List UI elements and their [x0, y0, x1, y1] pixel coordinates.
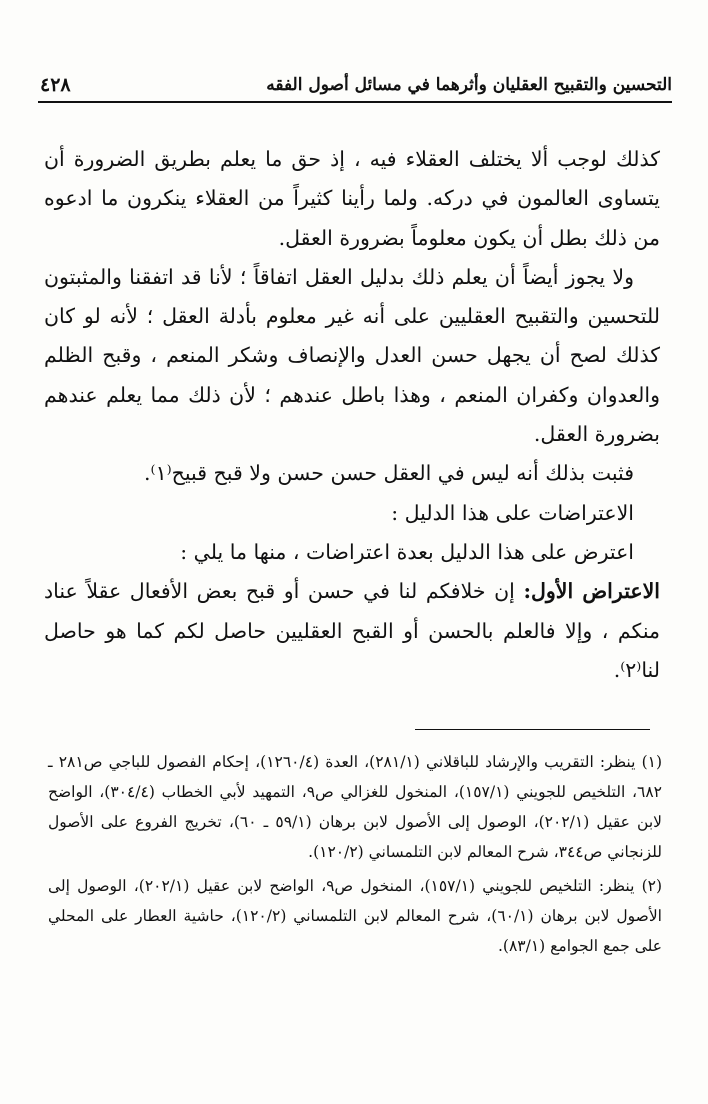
header-divider: [38, 101, 672, 103]
paragraph-6: [44, 572, 660, 690]
section-heading: الاعتراضات على هذا الدليل :: [391, 500, 634, 525]
footnote-divider: [415, 729, 650, 730]
page-header: [40, 70, 672, 100]
footnotes: [48, 747, 662, 961]
paragraph-5: اعترض على هذا الدليل بعدة اعتراضات ، منها ما يلي :: [180, 539, 634, 564]
main-text: [44, 140, 660, 690]
page-number: ٤٢٨: [40, 74, 71, 96]
objection-label: الاعتراض الأول:: [523, 579, 660, 604]
footnote-1: (١) ينظر: التقريب والإرشاد للباقلاني (٢٨١/١)، العدة (١٢٦٠/٤)، إحكام الفصول للباجي ص٢٨١ ـ ٦٨٢، التلخيص للجويني (١٥٧/١)، المنخول للغزالي ص٩، التمهيد لأبي الخطاب (٣٠٤/٤)، الواضح لابن عقيل (٢٠٢/١)، الوصول إلى الأصول لابن برهان (٥٩/١ ـ ٦٠)، تخريج الفروع على الأصول للزنجاني ص٣٤٤، شرح المعالم لابن التلمساني (١٢٠/٢).: [48, 753, 663, 861]
footnote-2: (٢) ينظر: التلخيص للجويني (١٥٧/١)، المنخول ص٩، الواضح لابن عقيل (٢٠٢/١)، الوصول إلى الأصول لابن برهان (٦٠/١)، شرح المعالم لابن التلمساني (١٢٠/٢)، حاشية العطار على المحلي على جمع الجوامع (٨٣/١).: [48, 877, 663, 955]
paragraph-3: فثبت بذلك أنه ليس في العقل حسن حسن ولا قبح قبيح⁽١⁾.: [144, 461, 634, 486]
paragraph-2: ولا يجوز أيضاً أن يعلم ذلك بدليل العقل اتفاقاً ؛ لأنا قد اتفقنا والمثبتون للتحسين والتقبيح العقليين على أنه غير معلوم بأدلة العقل ؛ لأنه لو كان كذلك لصح أن يجهل حسن العدل والإنصاف وشكر المنعم ، وقبح الظلم والعدوان وكفران المنعم ، وهذا باطل عندهم ؛ لأن ذلك مما يعلم عندهم بضرورة العقل.: [44, 264, 660, 447]
paragraph-1: كذلك لوجب ألا يختلف العقلاء فيه ، إذ حق ما يعلم بطريق الضرورة أن يتساوى العالمون في دركه. ولما رأينا كثيراً من العقلاء ينكرون ما ادعوه من ذلك بطل أن يكون معلوماً بضرورة العقل.: [44, 147, 660, 250]
running-title: التحسين والتقبيح العقليان وأثرهما في مسائل أصول الفقه: [266, 75, 672, 95]
objection-text: إن خلافكم لنا في حسن أو قبح بعض الأفعال عقلاً عناد منكم ، وإلا فالعلم بالحسن أو القبح العقليين حاصل لكم كما هو حاصل لنا⁽٢⁾.: [44, 579, 660, 682]
